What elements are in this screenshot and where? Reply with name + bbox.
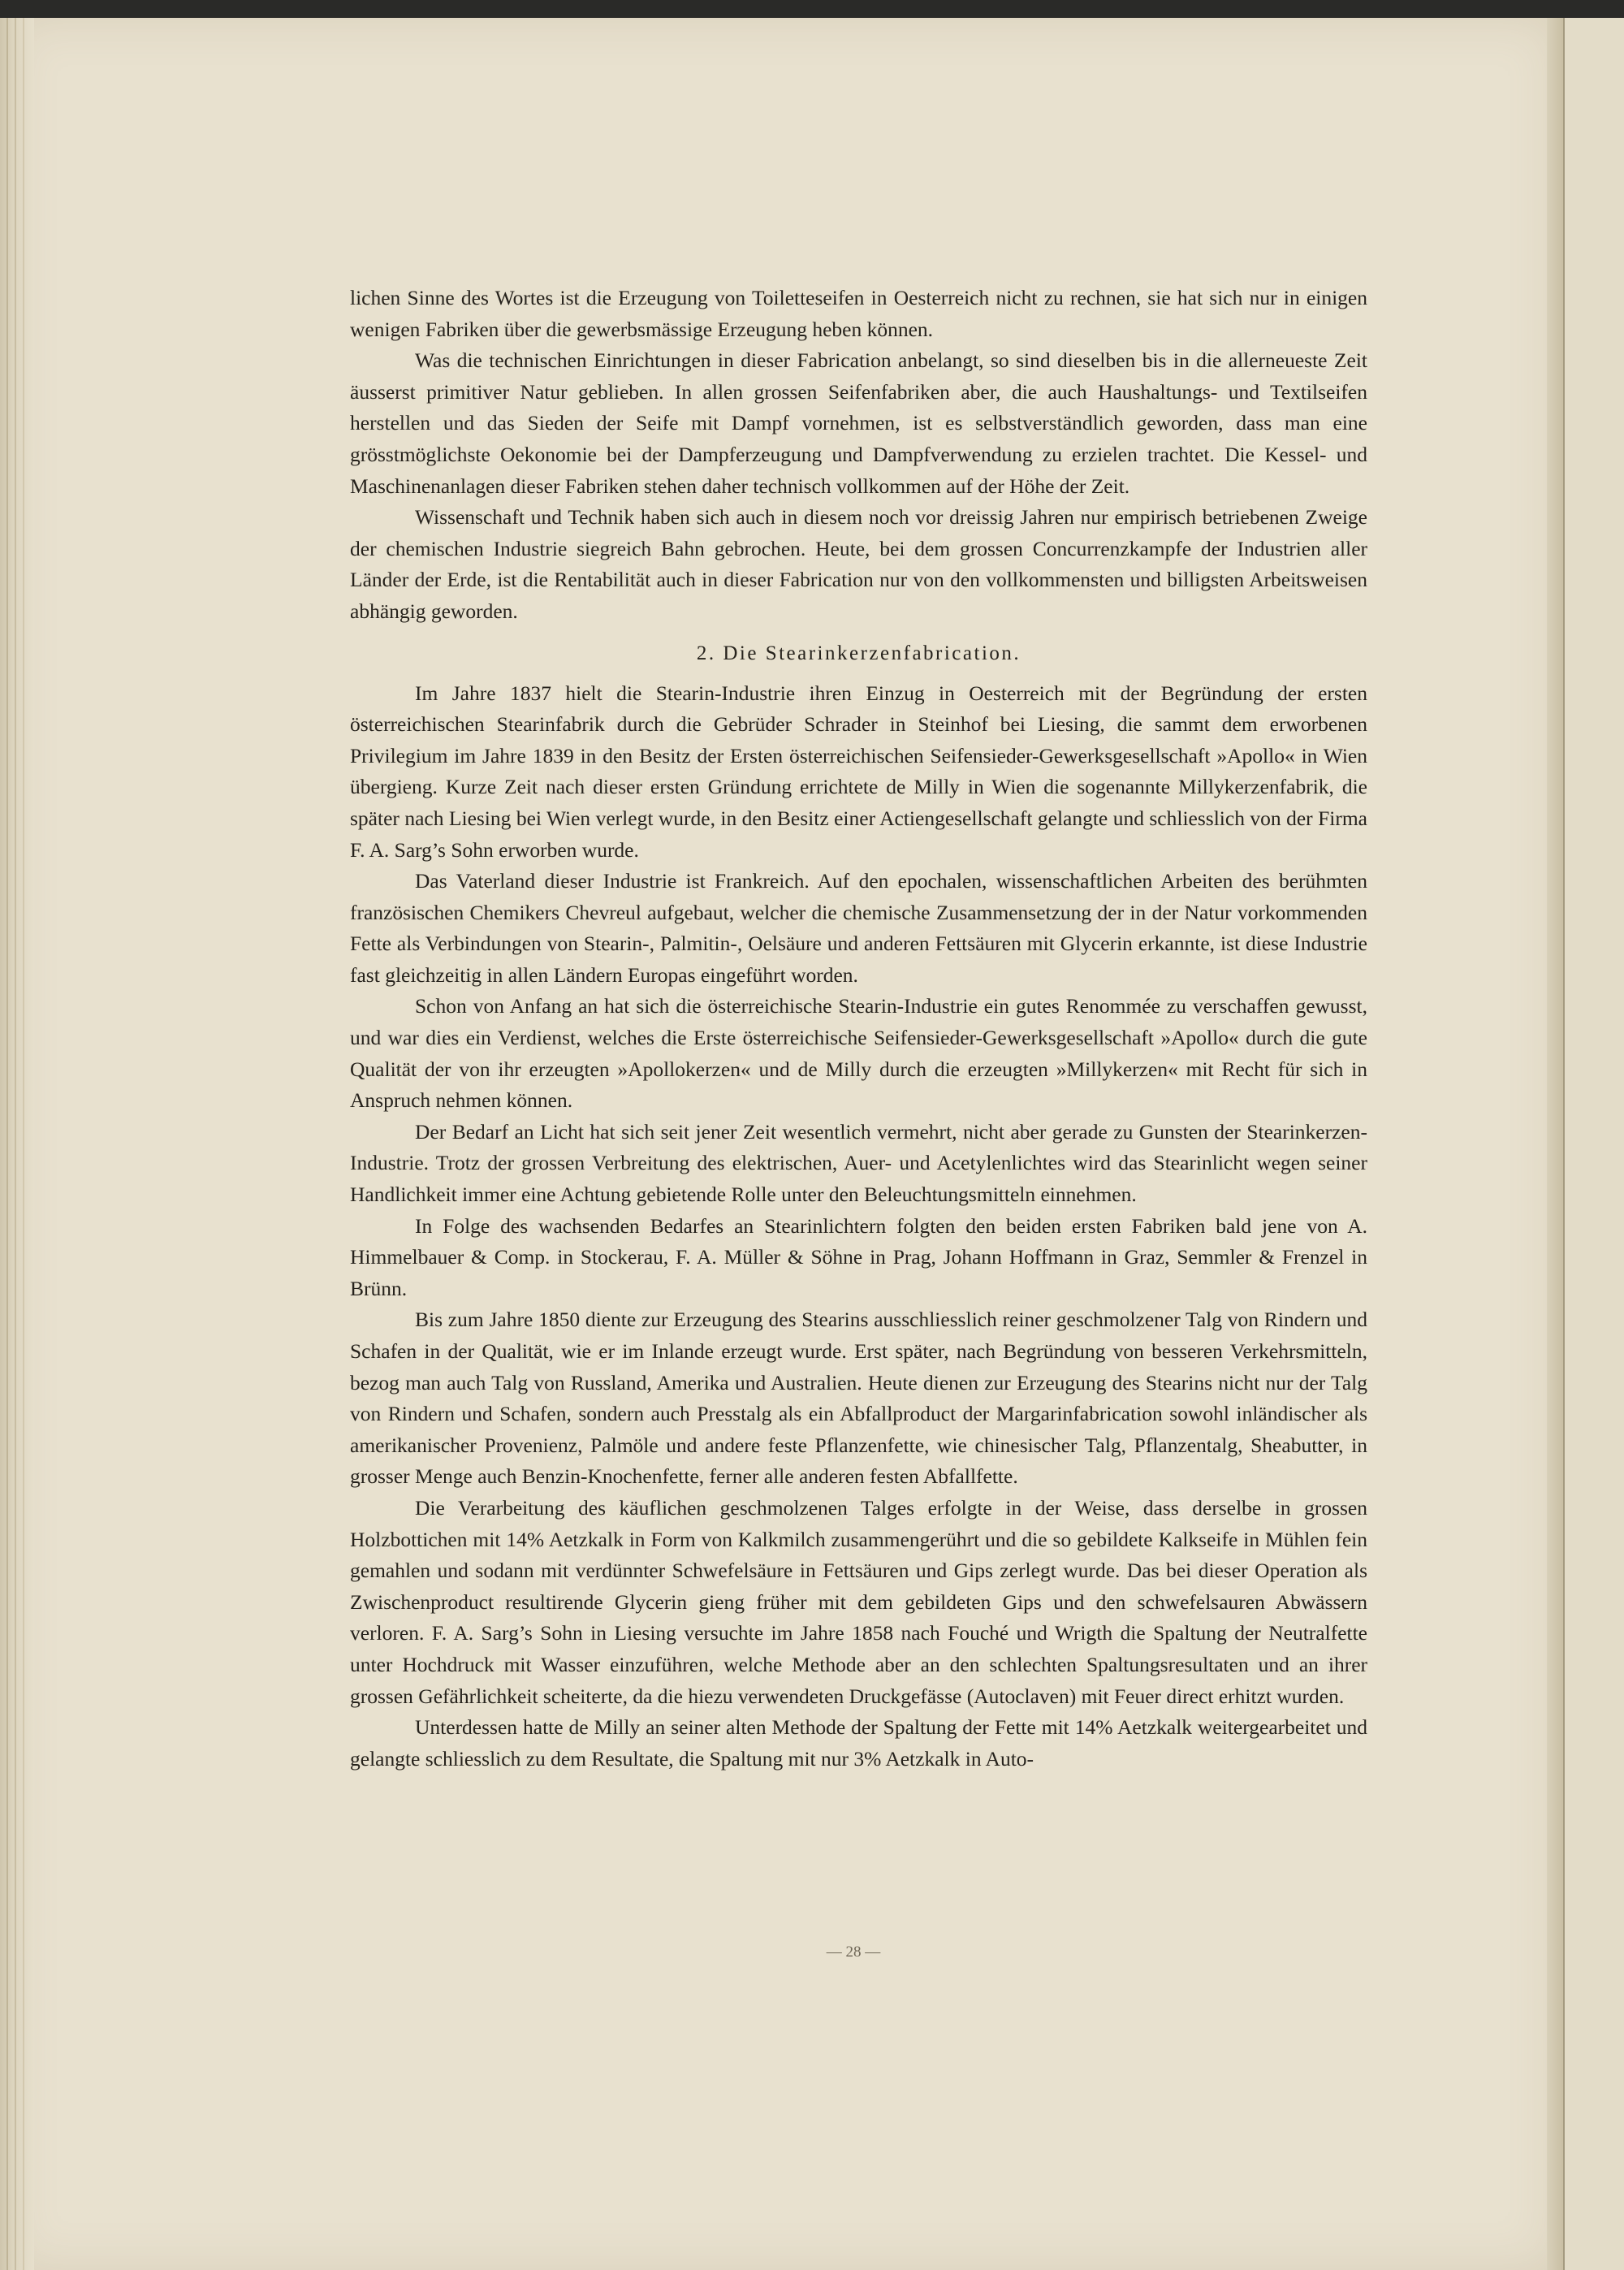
paragraph: Schon von Anfang an hat sich die österreichische Stearin-Industrie ein gutes Renommée zu verschaffen gewusst, und war dies ein Verdienst, welches die Erste österreichische Seifensieder-Gewerksgesellschaft »Apollo« durch die gute Qualität der von ihr erzeugten »Apollokerzen« und de Milly durch die erzeugten »Millykerzen« mit Recht für sich in Anspruch nehmen können.	[350, 994, 1367, 1113]
paragraph: Im Jahre 1837 hielt die Stearin-Industrie ihren Einzug in Oesterreich mit der Begründung der ersten österreichischen Stearinfabrik durch die Gebrüder Schrader in Steinhof bei Liesing, die sammt dem erworbenen Privilegium im Jahre 1839 in den Besitz der Ersten österreichischen Seifensieder-Gewerksgesellschaft »Apollo« in Wien übergieng. Kurze Zeit nach dieser ersten Gründung errichtete de Milly in Wien die sogenannte Millykerzenfabrik, die später nach Liesing bei Wien verlegt wurde, in den Besitz einer Actiengesellschaft gelangte und schliesslich von der Firma F. A. Sarg’s Sohn erworben wurde.	[350, 681, 1367, 862]
page-binding-edge	[0, 18, 34, 2270]
next-page-edge	[1563, 18, 1624, 2270]
page-text	[350, 283, 1367, 1775]
scan-background-top	[0, 0, 1624, 18]
paragraph: lichen Sinne des Wortes ist die Erzeugung von Toiletteseifen in Oesterreich nicht zu rechnen, sie hat sich nur in einigen wenigen Fabriken über die gewerbsmässige Erzeugung heben können.	[350, 286, 1367, 341]
paragraph: Wissenschaft und Technik haben sich auch in diesem noch vor dreissig Jahren nur empirisch betriebenen Zweige der chemischen Industrie siegreich Bahn gebrochen. Heute, bei dem grossen Concurrenzkampfe der Industrien aller Länder der Erde, ist die Rentabilität auch in dieser Fabrication nur von den vollkommensten und billigsten Arbeitsweisen abhängig geworden.	[350, 505, 1367, 623]
page-number: — 28 —	[826, 1944, 881, 1961]
paragraph: Unterdessen hatte de Milly an seiner alten Methode der Spaltung der Fette mit 14% Aetzkalk weitergearbeitet und gelangte schliesslich zu dem Resultate, die Spaltung mit nur 3% Aetzkalk in Auto-	[350, 1715, 1367, 1771]
section-heading: 2. Die Stearinkerzenfabrication.	[696, 642, 1021, 664]
paragraph: Bis zum Jahre 1850 diente zur Erzeugung des Stearins ausschliesslich reiner geschmolzener Talg von Rindern und Schafen in der Qualität, wie er im Inlande erzeugt wurde. Erst später, nach Begründung von besseren Verkehrsmitteln, bezog man auch Talg von Russland, Amerika und Australien. Heute dienen zur Erzeugung des Stearins nicht nur der Talg von Rindern und Schafen, sondern auch Presstalg als ein Abfallproduct der Margarinfabrication sowohl inländischer als amerikanischer Provenienz, Palmöle und andere feste Pflanzenfette, wie chinesischer Talg, Pflanzentalg, Sheabutter, in grosser Menge auch Benzin-Knochenfette, ferner alle anderen festen Abfallfette.	[350, 1308, 1367, 1489]
paragraph: In Folge des wachsenden Bedarfes an Stearinlichtern folgten den beiden ersten Fabriken bald jene von A. Himmelbauer & Comp. in Stockerau, F. A. Müller & Söhne in Prag, Johann Hoffmann in Graz, Semmler & Frenzel in Brünn.	[350, 1213, 1367, 1300]
paragraph: Das Vaterland dieser Industrie ist Frankreich. Auf den epochalen, wissenschaftlichen Arbeiten des berühmten französischen Chemikers Chevreul aufgebaut, welcher die chemische Zusammensetzung der in der Natur vorkommenden Fette als Verbindungen von Stearin-, Palmitin-, Oelsäure und anderen Fettsäuren mit Glycerin erkannte, ist diese Industrie fast gleichzeitig in allen Ländern Europas eingeführt worden.	[350, 869, 1367, 987]
paragraph: Der Bedarf an Licht hat sich seit jener Zeit wesentlich vermehrt, nicht aber gerade zu Gunsten der Stearinkerzen-Industrie. Trotz der grossen Verbreitung des elektrischen, Auer- und Acetylenlichtes wird das Stearinlicht wegen seiner Handlichkeit immer eine Achtung gebietende Rolle unter den Beleuchtungsmitteln einnehmen.	[350, 1119, 1367, 1207]
paragraph: Die Verarbeitung des käuflichen geschmolzenen Talges erfolgte in der Weise, dass derselbe in grossen Holzbottichen mit 14% Aetzkalk in Form von Kalkmilch zusammengerührt und die so gebildete Kalkseife in Mühlen fein gemahlen und sodann mit verdünnter Schwefelsäure in Fettsäuren und Gips zerlegt wurde. Das bei dieser Operation als Zwischenproduct resultirende Glycerin gieng früher mit dem gebildeten Gips und den schwefelsauren Abwässern verloren. F. A. Sarg’s Sohn in Liesing versuchte im Jahre 1858 nach Fouché und Wrigth die Spaltung der Neutralfette unter Hochdruck mit Wasser einzuführen, welche Methode aber an den schlechten Spaltungsresultaten und an ihrer grossen Gefährlichkeit scheiterte, da die hiezu verwendeten Druckgefässe (Autoclaven) mit Feuer direct erhitzt wurden.	[350, 1495, 1367, 1708]
paragraph: Was die technischen Einrichtungen in dieser Fabrication anbelangt, so sind dieselben bis in die allerneueste Zeit äusserst primitiver Natur geblieben. In allen grossen Seifenfabriken aber, die auch Haushaltungs- und Textilseifen herstellen und das Sieden der Seife mit Dampf vornehmen, ist es selbstverständlich geworden, dass man eine grösstmöglichste Oekonomie bei der Dampferzeugung und Dampfverwendung zu erzielen trachtet. Die Kessel- und Maschinenanlagen dieser Fabriken stehen daher technisch vollkommen auf der Höhe der Zeit.	[350, 348, 1367, 498]
page-right-edge	[1547, 18, 1563, 2270]
